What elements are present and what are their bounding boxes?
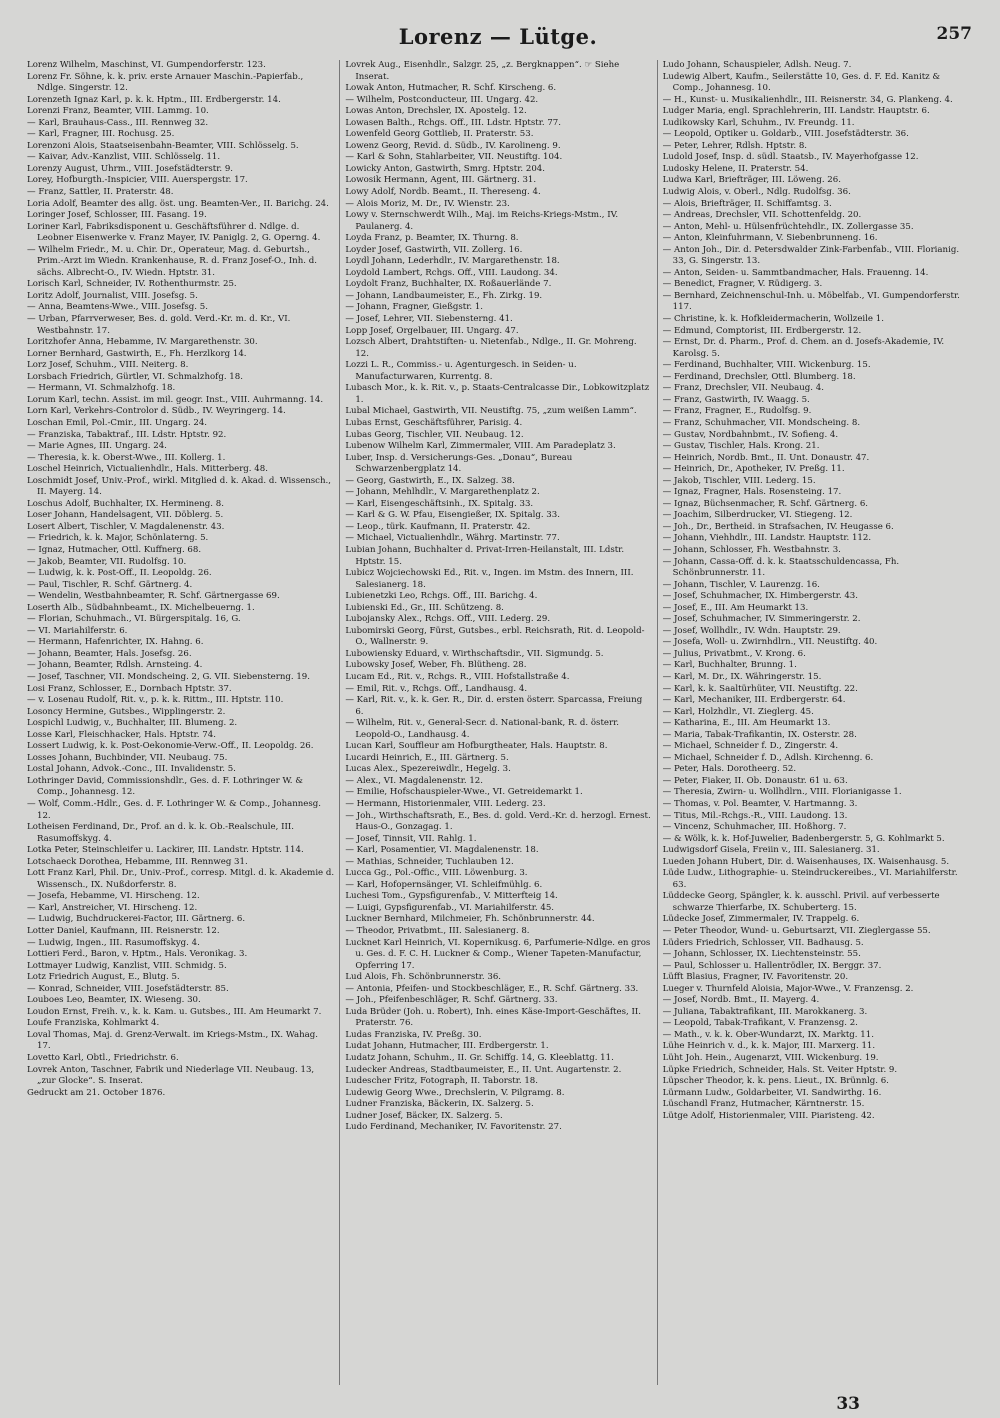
directory-entry: — Georg, Gastwirth, E., IX. Salzeg. 38. <box>345 475 515 486</box>
directory-entry: Ludosky Helene, II. Praterstr. 54. <box>662 163 809 174</box>
directory-entry: — Karl, Mechaniker, III. Erdbergerstr. 64. <box>662 695 846 706</box>
directory-entry: Ludger Maria, engl. Sprachlehrerin, III. Landstr. Hauptstr. 6. <box>662 106 930 117</box>
directory-entry: Loydl Johann, Lederhdlr., IV. Margarethenstr. 18. <box>345 256 560 267</box>
directory-entry: Ludas Franziska, IV. Preßg. 30. <box>345 1029 482 1040</box>
directory-entry: Lozzi L. R., Commiss.- u. Agenturgesch. in Seiden- u. Manufacturwaren, Kurrentg. 8. <box>345 360 577 382</box>
directory-entry: Lotter Daniel, Kaufmann, III. Reisnerstr. 12. <box>27 926 220 937</box>
directory-entry: Loyder Josef, Gastwirth, VII. Zollerg. 16. <box>345 244 523 255</box>
directory-entry: Lüht Joh. Hein., Augenarzt, VIII. Wickenburg. 19. <box>662 1053 879 1064</box>
directory-entry: Ludewig Georg Wwe., Drechslerin, V. Pilgramg. 8. <box>345 1087 565 1098</box>
directory-entry: Ludner Josef, Bäcker, IX. Salzerg. 5. <box>345 1110 503 1121</box>
directory-entry: Loser Johann, Handelsagent, VII. Döblerg. 5. <box>27 510 224 521</box>
directory-entry: Lucam Ed., Rit. v., Rchgs. R., VIII. Hofstallstraße 4. <box>345 671 570 682</box>
directory-entry: — Karl, Hofopernsänger, VI. Schleifmühlg. 6. <box>345 879 543 890</box>
directory-entry: Lorsbach Friedrich, Gürtler, VI. Schmalzhofg. 18. <box>27 371 243 382</box>
page-number: 257 <box>936 24 972 44</box>
directory-entry: Losi Franz, Schlosser, E., Dornbach Hptstr. 37. <box>27 683 232 694</box>
directory-entry: — Joh., Dr., Bertheid. in Strafsachen, IV. Heugasse 6. <box>662 521 894 532</box>
directory-entry: Loserth Alb., Südbahnbeamt., IX. Michelbeuerng. 1. <box>27 602 255 613</box>
directory-entry: Lowenz Georg, Revid. d. Südb., IV. Karolineng. 9. <box>345 140 561 151</box>
directory-columns <box>22 60 974 1385</box>
directory-entry: Lüpke Friedrich, Schneider, Hals. St. Veiter Hptstr. 9. <box>662 1064 898 1075</box>
directory-entry: — Peter, Lehrer, Rdlsh. Hptstr. 8. <box>662 140 808 151</box>
directory-entry: Loschel Heinrich, Victualienhdlr., Hals. Mitterberg. 48. <box>27 464 268 475</box>
directory-entry: — Franziska, Tabaktraf., III. Ldstr. Hptstr. 92. <box>27 429 227 440</box>
directory-entry: — Johann, Schlosser, IX. Liechtensteinstr. 55. <box>662 949 861 960</box>
directory-entry: Lotheisen Ferdinand, Dr., Prof. an d. k. k. Ob.-Realschule, III. Rasumoffskyg. 4. <box>27 822 295 844</box>
directory-entry: Ludecker Andreas, Stadtbaumeister, E., II. Unt. Augartenstr. 2. <box>345 1064 622 1075</box>
directory-entry: Lubian Johann, Buchhalter d. Privat-Irren-Heilanstalt, III. Ldstr. Hptstr. 15. <box>345 544 625 567</box>
directory-entry: Lürmann Ludw., Goldarbeiter, VI. Sandwirthg. 16. <box>662 1087 882 1098</box>
directory-entry: Ludat Johann, Hutmacher, III. Erdbergerstr. 1. <box>345 1041 549 1052</box>
directory-entry: Lossert Ludwig, k. k. Post-Oekonomie-Verw.-Off., II. Leopoldg. 26. <box>27 741 314 752</box>
directory-entry: — Benedict, Fragner, V. Rüdigerg. 3. <box>662 279 823 290</box>
directory-entry: Lorenzoni Alois, Staatseisenbahn-Beamter, VIII. Schlösselg. 5. <box>27 140 299 151</box>
directory-entry: Lozsch Albert, Drahtstiften- u. Nietenfab., Ndlge., II. Gr. Mohreng. 12. <box>345 337 637 359</box>
directory-entry: — Ignaz, Fragner, Hals. Rosensteing. 17. <box>662 487 842 498</box>
directory-entry: Lüschandl Franz, Hutmacher, Kärntnerstr. 15. <box>662 1099 865 1110</box>
directory-entry: — Gustav, Tischler, Hals. Krong. 21. <box>662 441 820 452</box>
directory-entry: — Maria, Tabak-Trafikantin, IX. Osterstr. 28. <box>662 729 857 740</box>
page-header <box>22 18 974 60</box>
directory-entry: — Michael, Victualienhdlr., Währg. Martinstr. 77. <box>345 533 560 544</box>
directory-entry: — Math., v. k. k. Ober-Wundarzt, IX. Marktg. 11. <box>662 1029 874 1040</box>
directory-entry: Ludescher Fritz, Fotograph, II. Taborstr. 18. <box>345 1076 539 1087</box>
directory-entry: Lorenzy August, Uhrm., VIII. Josefstädterstr. 9. <box>27 163 234 174</box>
directory-entry: Lorenz Wilhelm, Maschinst, VI. Gumpendorferstr. 123. <box>27 60 266 70</box>
directory-entry: Loschus Adolf, Buchhalter, IX. Hermineng. 8. <box>27 498 224 509</box>
directory-entry: — Hermann, VI. Schmalzhofg. 18. <box>27 383 176 394</box>
directory-entry: Lubas Georg, Tischler, VII. Neubaug. 12. <box>345 429 524 440</box>
directory-entry: — Ignaz, Büchsenmacher, R. Schf. Gärtnerg. 6. <box>662 498 869 509</box>
directory-entry: — Ludwig, Buchdruckerei-Factor, III. Gärtnerg. 6. <box>27 914 246 925</box>
directory-entry: Ludner Franziska, Bäckerin, IX. Salzerg. 5. <box>345 1099 534 1110</box>
directory-entry: — Johann, Tischler, V. Laurenzg. 16. <box>662 579 820 590</box>
directory-entry: Lueger v. Thurnfeld Aloisia, Major-Wwe., V. Franzensg. 2. <box>662 983 914 994</box>
directory-entry: Louboes Leo, Beamter, IX. Wieseng. 30. <box>27 995 201 1006</box>
directory-entry: — Wilhelm Friedr., M. u. Chir. Dr., Operateur, Mag. d. Geburtsh., Prim.-Arzt im Wiedn. Krankenhause, R. d. Franz Josef-O., Inh. d. sächs. Albrecht-O., IV. Wiedn. Hptstr. 31. <box>27 244 317 278</box>
directory-entry: Lubasch Mor., k. k. Rit. v., p. Staats-Centralcasse Dir., Lobkowitzplatz 1. <box>345 383 650 405</box>
directory-entry: — Wolf, Comm.-Hdlr., Ges. d. F. Lothringer W. & Comp., Johannesg. 12. <box>27 799 322 821</box>
directory-entry: Losses Johann, Buchbinder, VII. Neubaug. 75. <box>27 752 228 763</box>
directory-entry: — Juliana, Tabaktrafikant, III. Marokkanerg. 3. <box>662 1006 868 1017</box>
directory-entry: Lotka Peter, Steinschleifer u. Lackirer, III. Landstr. Hptstr. 114. <box>27 845 304 856</box>
directory-entry: Loriner Karl, Fabriksdisponent u. Geschäftsführer d. Ndlge. d. Leobner Eisenwerke v. Franz Mayer, IV. Paniglg. 2, G. Operng. 4. <box>27 221 321 244</box>
directory-entry: — Johann, Beamter, Rdlsh. Arnsteing. 4. <box>27 660 203 671</box>
directory-entry: — Josef, Nordb. Bmt., II. Mayerg. 4. <box>662 995 820 1006</box>
directory-entry: Lottmayer Ludwig, Kanzlist, VIII. Schmidg. 5. <box>27 960 227 971</box>
directory-entry: Lubienetzki Leo, Rchgs. Off., III. Barichg. 4. <box>345 591 538 602</box>
directory-entry: — Karl, Buchhalter, Brunng. 1. <box>662 660 797 671</box>
directory-entry: — Ignaz, Hutmacher, Ottl. Kuffnerg. 68. <box>27 544 202 555</box>
signature-mark: 33 <box>836 1394 860 1414</box>
directory-entry: Lott Franz Karl, Phil. Dr., Univ.-Prof., corresp. Mitgl. d. k. Akademie d. Wissensch., IX. Nußdorferstr. 8. <box>27 868 335 890</box>
directory-entry: Ludwig Alois, v. Oberl., Ndlg. Rudolfsg. 36. <box>662 187 851 198</box>
directory-entry: — Michael, Schneider f. D., Zingerstr. 4. <box>662 741 839 752</box>
directory-entry: — Leop., türk. Kaufmann, II. Praterstr. 42. <box>345 521 531 532</box>
column-left <box>22 60 339 1385</box>
directory-entry: Lotschaeck Dorothea, Hebamme, III. Rennweg 31. <box>27 856 248 867</box>
directory-entry: — Anton, Mehl- u. Hülsenfrüchtehdlr., IX. Zollergasse 35. <box>662 221 914 232</box>
directory-entry: — Jakob, Tischler, VIII. Lederg. 15. <box>662 475 816 486</box>
directory-entry: Lubojansky Alex., Rchgs. Off., VIII. Lederg. 29. <box>345 614 551 625</box>
directory-entry: Lucas Alex., Spezereiwdlr., Hegelg. 3. <box>345 764 511 775</box>
directory-entry: Lud Alois, Fh. Schönbrunnerstr. 36. <box>345 972 502 983</box>
directory-entry: Loritz Adolf, Journalist, VIII. Josefsg. 5. <box>27 290 198 301</box>
directory-entry: — VI. Mariahilferstr. 6. <box>27 625 128 636</box>
directory-entry: — Christine, k. k. Hofkleidermacherin, Wollzeile 1. <box>662 314 884 325</box>
directory-entry: — Johann, Schlosser, Fh. Westbahnstr. 3. <box>662 544 841 555</box>
directory-entry: — Hermann, Hafenrichter, IX. Hahng. 6. <box>27 637 204 648</box>
directory-entry: Lowicky Anton, Gastwirth, Smrg. Hptstr. 204. <box>345 163 545 174</box>
directory-entry: — Karl, Eisengeschäftsinh., IX. Spitalg. 33. <box>345 498 534 509</box>
directory-entry: Lothringer David, Commissionshdlr., Ges. d. F. Lothringer W. & Comp., Johannesg. 12. <box>27 775 303 798</box>
directory-entry: Lorz Josef, Schuhm., VIII. Neiterg. 8. <box>27 360 189 371</box>
directory-entry: — Josef, Schuhmacher, IV. Simmeringerstr. 2. <box>662 614 861 625</box>
directory-entry: — Heinrich, Dr., Apotheker, IV. Preßg. 11. <box>662 464 845 475</box>
directory-entry: — Emilie, Hofschauspieler-Wwe., VI. Getreidemarkt 1. <box>345 787 583 798</box>
directory-entry: — Peter Theodor, Wund- u. Geburtsarzt, VII. Zieglergasse 55. <box>662 926 931 937</box>
directory-entry: Lubenow Wilhelm Karl, Zimmermaler, VIII. Am Paradeplatz 3. <box>345 441 616 452</box>
directory-entry: — Antonia, Pfeifen- und Stockbeschläger, E., R. Schf. Gärtnerg. 33. <box>345 983 639 994</box>
directory-entry: Ludold Josef, Insp. d. südl. Staatsb., IV. Mayerhofgasse 12. <box>662 152 919 163</box>
directory-entry: — Mathias, Schneider, Tuchlauben 12. <box>345 856 514 867</box>
directory-entry: Lorn Karl, Verkehrs-Controlor d. Südb., IV. Weyringerg. 14. <box>27 406 286 417</box>
directory-entry: Lopp Josef, Orgelbauer, III. Ungarg. 47. <box>345 325 519 336</box>
directory-entry: — Alois Moriz, M. Dr., IV. Wienstr. 23. <box>345 198 510 209</box>
directory-entry: — Joachim, Silberdrucker, VI. Stiegeng. 12. <box>662 510 853 521</box>
directory-entry: Lowasen Balth., Rchgs. Off., III. Ldstr. Hptstr. 77. <box>345 117 562 128</box>
directory-entry: — Ernst, Dr. d. Pharm., Prof. d. Chem. an d. Josefs-Akademie, IV. Karolsg. 5. <box>662 337 945 359</box>
directory-entry: — Kaivar, Adv.-Kanzlist, VIII. Schlösselg. 11. <box>27 152 221 163</box>
directory-entry: — Gustav, Nordbahnbmt., IV. Sofieng. 4. <box>662 429 839 440</box>
directory-entry: Lorenzi Franz, Beamter, VIII. Lammg. 10. <box>27 106 209 117</box>
directory-entry: Lottieri Ferd., Baron, v. Hptm., Hals. Veronikag. 3. <box>27 949 248 960</box>
directory-entry: — Johann, Fragner, Gießgstr. 1. <box>345 302 484 313</box>
directory-entry: Lubomirski Georg, Fürst, Gutsbes., erbl. Reichsrath, Rit. d. Leopold-O., Wallnerstr. 9. <box>345 625 645 648</box>
directory-entry: — Karl, k. k. Saaltürhüter, VII. Neustiftg. 22. <box>662 683 858 694</box>
directory-entry: — Anton, Kleinfuhrmann, V. Siebenbrunneng. 16. <box>662 233 878 244</box>
directory-entry: — Ferdinand, Drechsler, Ottl. Blumberg. 18. <box>662 371 856 382</box>
directory-entry: — Theodor, Privatbmt., III. Salesianerg. 8. <box>345 926 530 937</box>
directory-entry: Lüde Ludw., Lithographie- u. Steindruckereibes., VI. Mariahilferstr. 63. <box>662 868 958 890</box>
directory-entry: Lueden Johann Hubert, Dir. d. Waisenhauses, IX. Waisenhausg. 5. <box>662 856 950 867</box>
directory-entry: — Franz, Schuhmacher, VII. Mondscheing. 8. <box>662 417 861 428</box>
directory-entry: Lowenfeld Georg Gottlieb, II. Praterstr. 53. <box>345 129 534 140</box>
directory-entry: — Franz, Sattler, II. Praterstr. 48. <box>27 187 174 198</box>
directory-entry: Losert Albert, Tischler, V. Magdalenenstr. 43. <box>27 521 225 532</box>
directory-entry: — Franz, Drechsler, VII. Neubaug. 4. <box>662 383 824 394</box>
directory-entry: Lüfft Blasius, Fragner, IV. Favoritenstr. 20. <box>662 972 849 983</box>
directory-entry: Luber, Insp. d. Versicherungs-Ges. „Donau“, Bureau Schwarzenbergplatz 14. <box>345 452 573 475</box>
directory-entry: Lubas Ernst, Geschäftsführer, Parisig. 4. <box>345 417 523 428</box>
directory-entry: Lucardi Heinrich, E., III. Gärtnerg. 5. <box>345 752 509 763</box>
directory-entry: Ludo Ferdinand, Mechaniker, IV. Favoritenstr. 27. <box>345 1122 562 1133</box>
directory-entry: Lorenzeth Ignaz Karl, p. k. k. Hptm., III. Erdbergerstr. 14. <box>27 94 281 105</box>
directory-entry: — Anton, Seiden- u. Sammtbandmacher, Hals. Frauenng. 14. <box>662 267 929 278</box>
directory-entry: — Karl & G. W. Pfau, Eisengießer, IX. Spitalg. 33. <box>345 510 560 521</box>
directory-entry: Lucca Gg., Pol.-Offic., VIII. Löwenburg. 3. <box>345 868 528 879</box>
directory-entry: — Johann, Mehlhdlr., V. Margarethenplatz 2. <box>345 487 540 498</box>
directory-entry: — Karl, Posamentier, VI. Magdalenenstr. 18. <box>345 845 539 856</box>
directory-entry: — v. Losenau Rudolf, Rit. v., p. k. k. Rittm., III. Hptstr. 110. <box>27 695 284 706</box>
directory-entry: — Alois, Briefträger, II. Schiffamtsg. 3. <box>662 198 832 209</box>
directory-entry: Lubal Michael, Gastwirth, VII. Neustiftg. 75, „zum weißen Lamm“. <box>345 406 637 417</box>
directory-entry: — Jakob, Beamter, VII. Rudolfsg. 10. <box>27 556 187 567</box>
directory-entry: Loschan Emil, Pol.-Cmir., III. Ungarg. 24. <box>27 417 208 428</box>
directory-entry: — Peter, Hals. Dorotheerg. 52. <box>662 764 797 775</box>
directory-entry: — Josefa, Woll- u. Zwirnhdlrn., VII. Neustiftg. 40. <box>662 637 878 648</box>
directory-entry: Lorisch Karl, Schneider, IV. Rothenthurmstr. 25. <box>27 279 237 290</box>
directory-entry: Lubicz Wojciechowski Ed., Rit. v., Ingen. im Mstm. des Innern, III. Salesianerg. 18. <box>345 568 634 590</box>
directory-entry: — Urban, Pfarrverweser, Bes. d. gold. Verd.-Kr. m. d. Kr., VI. Westbahnstr. 17. <box>27 314 291 336</box>
directory-entry: — Emil, Rit. v., Rchgs. Off., Landhausg. 4. <box>345 683 528 694</box>
directory-entry: Lüddecke Georg, Spängler, k. k. ausschl. Privil. auf verbesserte schwarze Thierfarbe, IX. Schuberterg. 15. <box>662 891 940 913</box>
directory-entry: — Johann, Beamter, Hals. Josefsg. 26. <box>27 648 192 659</box>
directory-entry: Lorey, Hofburgth.-Inspicier, VIII. Auerspergstr. 17. <box>27 175 248 186</box>
directory-entry: — Bernhard, Zeichnenschul-Inh. u. Möbelfab., VI. Gumpendorferstr. 117. <box>662 290 960 313</box>
directory-entry: — Josef, Taschner, VII. Mondscheing. 2, G. VII. Siebensterng. 19. <box>27 671 311 682</box>
directory-entry: — Andreas, Drechsler, VII. Schottenfeldg. 20. <box>662 210 862 221</box>
column-right <box>657 60 974 1385</box>
directory-entry: — Josef, Lehrer, VII. Siebensterng. 41. <box>345 314 513 325</box>
directory-entry: — Johann, Cassa-Off. d. k. k. Staatsschuldencassa, Fh. Schönbrunnerstr. 11. <box>662 556 900 579</box>
directory-entry: Loria Adolf, Beamter des allg. öst. ung. Beamten-Ver., II. Barichg. 24. <box>27 198 329 209</box>
directory-entry: — Josef, Schuhmacher, IX. Himbergerstr. 43. <box>662 591 858 602</box>
directory-entry: — Theresia, Zwirn- u. Wollhdlrn., VIII. Florianigasse 1. <box>662 787 902 798</box>
directory-entry: — Ludwig, k. k. Post-Off., II. Leopoldg. 26. <box>27 568 212 579</box>
directory-entry: — Karl, Rit. v., k. k. Ger. R., Dir. d. ersten österr. Sparcassa, Freiung 6. <box>345 695 643 717</box>
directory-entry: — Julius, Privatbmt., V. Krong. 6. <box>662 648 806 659</box>
directory-entry: — Ludwig, Ingen., III. Rasumoffskyg. 4. <box>27 937 200 948</box>
directory-entry: Loyda Franz, p. Beamter, IX. Thurng. 8. <box>345 233 519 244</box>
directory-entry: Ludatz Johann, Schuhm., II. Gr. Schiffg. 14, G. Kleeblattg. 11. <box>345 1053 614 1064</box>
directory-entry: — Paul, Schlosser u. Hallentrödler, IX. Berggr. 37. <box>662 960 882 971</box>
directory-entry: — Michael, Schneider f. D., Adlsh. Kirchenng. 6. <box>662 752 874 763</box>
directory-entry: Lovrek Anton, Taschner, Fabrik und Niederlage VII. Neubaug. 13, „zur Glocke“. S. Inserat. <box>27 1064 315 1087</box>
directory-entry: Ludwa Karl, Briefträger, III. Löweng. 26. <box>662 175 841 186</box>
directory-entry: Ludwigsdorf Gisela, Freiin v., III. Salesianerg. 31. <box>662 845 880 856</box>
directory-entry: Luda Brüder (Joh. u. Robert), Inh. eines Käse-Import-Geschäftes, II. Praterstr. 76. <box>345 1006 641 1029</box>
column-middle <box>339 60 656 1385</box>
directory-entry: Lospichl Ludwig, v., Buchhalter, III. Blumeng. 2. <box>27 718 238 729</box>
directory-entry: Lubowiensky Eduard, v. Wirthschaftsdir., VII. Sigmundg. 5. <box>345 648 604 659</box>
directory-entry: — Alex., VI. Magdalenenstr. 12. <box>345 775 483 786</box>
directory-entry: Lühe Heinrich v. d., k. k. Major, III. Marxerg. 11. <box>662 1041 876 1052</box>
directory-entry: Loringer Josef, Schlosser, III. Fasang. 19. <box>27 210 207 221</box>
directory-entry: — Joh., Pfeifenbeschläger, R. Schf. Gärtnerg. 33. <box>345 995 558 1006</box>
directory-entry: — Titus, Mil.-Rchgs.-R., VIII. Laudong. 13. <box>662 810 848 821</box>
directory-entry: Loydolt Franz, Buchhalter, IX. Roßauerlände 7. <box>345 279 552 290</box>
directory-entry: Lorum Karl, techn. Assist. im mil. geogr. Inst., VIII. Auhrmanng. 14. <box>27 394 324 405</box>
directory-entry: — Theresia, k. k. Oberst-Wwe., III. Kollerg. 1. <box>27 452 226 463</box>
directory-entry: Loschmidt Josef, Univ.-Prof., wirkl. Mitglied d. k. Akad. d. Wissensch., II. Mayerg. 14. <box>27 475 331 498</box>
directory-entry: — Johann, Viehhdlr., III. Landstr. Hauptstr. 112. <box>662 533 872 544</box>
directory-entry: Luckner Bernhard, Milchmeier, Fh. Schönbrunnerstr. 44. <box>345 914 595 925</box>
directory-entry: — Josef, Tinnsit, VII. Rahlg. 1. <box>345 833 477 844</box>
directory-entry: — Florian, Schuhmach., VI. Bürgerspitalg. 16, G. <box>27 614 241 625</box>
directory-entry: — Wilhelm, Postconducteur, III. Ungarg. 42. <box>345 94 539 105</box>
directory-entry: — Thomas, v. Pol. Beamter, V. Hartmanng. 3. <box>662 799 858 809</box>
running-head: Lorenz — Lütge. <box>398 24 598 49</box>
directory-entry: Lowy Adolf, Nordb. Beamt., II. Thereseng. 4. <box>345 187 541 198</box>
directory-entry: Lorner Bernhard, Gastwirth, E., Fh. Herzlkorg 14. <box>27 348 247 359</box>
directory-entry: Lubienski Ed., Gr., III. Schützeng. 8. <box>345 602 504 613</box>
directory-entry: Lorenz Fr. Söhne, k. k. priv. erste Arnauer Maschin.-Papierfab., Ndlge. Singerstr. 12. <box>27 71 304 94</box>
directory-entry: — Karl, M. Dr., IX. Währingerstr. 15. <box>662 671 822 682</box>
directory-entry: — Josefa, Hebamme, VI. Hirscheng. 12. <box>27 891 200 902</box>
directory-entry: — Heinrich, Nordb. Bmt., II. Unt. Donaustr. 47. <box>662 452 870 463</box>
directory-entry: — Karl, Brauhaus-Cass., III. Rennweg 32. <box>27 117 209 128</box>
directory-entry: — Johann, Landbaumeister, E., Fh. Zirkg. 19. <box>345 290 543 301</box>
directory-entry: Lovrek Aug., Eisenhdlr., Salzgr. 25, „z. Bergknappen“. ☞ Siehe Inserat. <box>345 60 620 82</box>
directory-entry: Lütge Adolf, Historienmaler, VIII. Piaristeng. 42. <box>662 1110 875 1121</box>
directory-entry: — Marie Agnes, III. Ungarg. 24. <box>27 441 167 452</box>
directory-entry: — Paul, Tischler, R. Schf. Gärtnerg. 4. <box>27 579 193 590</box>
directory-entry: — Anna, Beamtens-Wwe., VIII. Josefsg. 5. <box>27 302 208 313</box>
directory-entry: — Franz, Gastwirth, IV. Waagg. 5. <box>662 394 810 405</box>
directory-entry: Lowas Anton, Drechsler, IX. Apostelg. 12. <box>345 106 527 117</box>
directory-entry: Gedruckt am 21. October 1876. <box>27 1087 166 1098</box>
directory-entry: — & Wölk, k. k. Hof-Juwelier, Badenbergerstr. 5, G. Kohlmarkt 5. <box>662 833 945 844</box>
directory-entry: Lüpscher Theodor, k. k. pens. Lieut., IX. Brünnlg. 6. <box>662 1076 889 1087</box>
directory-entry: Loydold Lambert, Rchgs. Off., VIII. Laudong. 34. <box>345 267 558 278</box>
directory-entry: — Friedrich, k. k. Major, Schönlaterng. 5. <box>27 533 209 544</box>
directory-entry: — Ferdinand, Buchhalter, VIII. Wickenburg. 15. <box>662 360 871 371</box>
directory-entry: — Luigi, Gypsfigurenfab., VI. Mariahilferstr. 45. <box>345 902 555 913</box>
directory-entry: — Vincenz, Schuhmacher, III. Hoßhorg. 7. <box>662 822 847 833</box>
directory-entry: — Anton Joh., Dir. d. Petersdwalder Zink-Farbenfab., VIII. Florianig. 33, G. Singerstr. 13. <box>662 244 960 267</box>
directory-entry: Luchesi Tom., Gypsfigurenfab., V. Mitterfteig 14. <box>345 891 558 902</box>
directory-entry: — Katharina, E., III. Am Heumarkt 13. <box>662 718 831 729</box>
directory-entry: Ludewig Albert, Kaufm., Seilerstätte 10, Ges. d. F. Ed. Kanitz & Comp., Johannesg. 10. <box>662 71 941 94</box>
directory-entry: Loudon Ernst, Freih. v., k. k. Kam. u. Gutsbes., III. Am Heumarkt 7. <box>27 1006 322 1017</box>
directory-entry: — Wendelin, Westbahnbeamter, R. Schf. Gärtnergasse 69. <box>27 591 280 602</box>
directory-entry: Lotz Friedrich August, E., Blutg. 5. <box>27 972 180 983</box>
directory-entry: Losse Karl, Fleischhacker, Hals. Hptstr. 74. <box>27 729 216 740</box>
directory-entry: — Franz, Fragner, E., Rudolfsg. 9. <box>662 406 812 417</box>
directory-entry: Losoncy Hermine, Gutsbes., Wipplingerstr. 2. <box>27 706 226 717</box>
directory-entry: Loritzhofer Anna, Hebamme, IV. Margarethenstr. 30. <box>27 337 258 348</box>
directory-entry: — Karl, Holzhdlr., VI. Zieglerg. 45. <box>662 706 814 717</box>
directory-entry: — Leopold, Tabak-Trafikant, V. Franzensg. 2. <box>662 1018 858 1029</box>
directory-entry: Ludo Johann, Schauspieler, Adlsh. Neug. 7. <box>662 60 852 70</box>
directory-entry: Loval Thomas, Maj. d. Grenz-Verwalt. im Kriegs-Mstm., IX. Wahag. 17. <box>27 1029 318 1052</box>
directory-entry: Lovetto Karl, Obtl., Friedrichstr. 6. <box>27 1053 179 1064</box>
directory-entry: — Josef, E., III. Am Heumarkt 13. <box>662 602 809 613</box>
directory-entry: Lostal Johann, Advok.-Conc., III. Invalidenstr. 5. <box>27 764 236 775</box>
directory-entry: Lowy v. Sternschwerdt Wilh., Maj. im Reichs-Kriegs-Mstm., IV. Paulanerg. 4. <box>345 210 619 232</box>
directory-entry: — Joh., Wirthschaftsrath, E., Bes. d. gold. Verd.-Kr. d. herzogl. Ernest. Haus-O., Gonzagag. 1. <box>345 810 651 833</box>
directory-entry: Lubowsky Josef, Weber, Fh. Blütheng. 28. <box>345 660 527 671</box>
directory-entry: Loufe Franziska, Kohlmarkt 4. <box>27 1018 160 1029</box>
directory-entry: — Karl, Fragner, III. Rochusg. 25. <box>27 129 175 140</box>
directory-entry: — Karl & Sohn, Stahlarbeiter, VII. Neustiftg. 104. <box>345 152 563 163</box>
directory-entry: Ludikowsky Karl, Schuhm., IV. Freundg. 11. <box>662 117 855 128</box>
directory-entry: — Karl, Anstreicher, VI. Hirscheng. 12. <box>27 902 198 913</box>
directory-entry: Lüdecke Josef, Zimmermaler, IV. Trappelg. 6. <box>662 914 860 925</box>
directory-entry: — Josef, Wollhdlr., IV. Wdn. Hauptstr. 29. <box>662 625 841 636</box>
directory-entry: Lowak Anton, Hutmacher, R. Schf. Kirscheng. 6. <box>345 83 557 94</box>
directory-entry: — H., Kunst- u. Musikalienhdlr., III. Reisnerstr. 34, G. Plankeng. 4. <box>662 94 953 105</box>
directory-entry: Lowosik Hermann, Agent, III. Gärtnerg. 31. <box>345 175 537 186</box>
directory-entry: — Peter, Fiaker, II. Ob. Donaustr. 61 u. 63. <box>662 775 848 786</box>
directory-entry: — Konrad, Schneider, VIII. Josefstädterstr. 85. <box>27 983 229 994</box>
directory-entry: — Hermann, Historienmaler, VIII. Lederg. 23. <box>345 799 546 809</box>
directory-entry: Lucan Karl, Souffleur am Hofburgtheater, Hals. Hauptstr. 8. <box>345 741 608 752</box>
directory-entry: — Edmund, Comptorist, III. Erdbergerstr. 12. <box>662 325 862 336</box>
directory-entry: Lucknet Karl Heinrich, VI. Kopernikusg. 6, Parfumerie-Ndlge. en gros u. Ges. d. F. C. H. Luckner & Comp., Wiener Tapeten-Manufactur, Opferring 17. <box>345 937 651 971</box>
directory-entry: — Wilhelm, Rit. v., General-Secr. d. National-bank, R. d. österr. Leopold-O., Landhausg. 4. <box>345 718 619 740</box>
directory-entry: Lüders Friedrich, Schlosser, VII. Badhausg. 5. <box>662 937 864 948</box>
directory-entry: — Leopold, Optiker u. Goldarb., VIII. Josefstädterstr. 36. <box>662 129 909 140</box>
